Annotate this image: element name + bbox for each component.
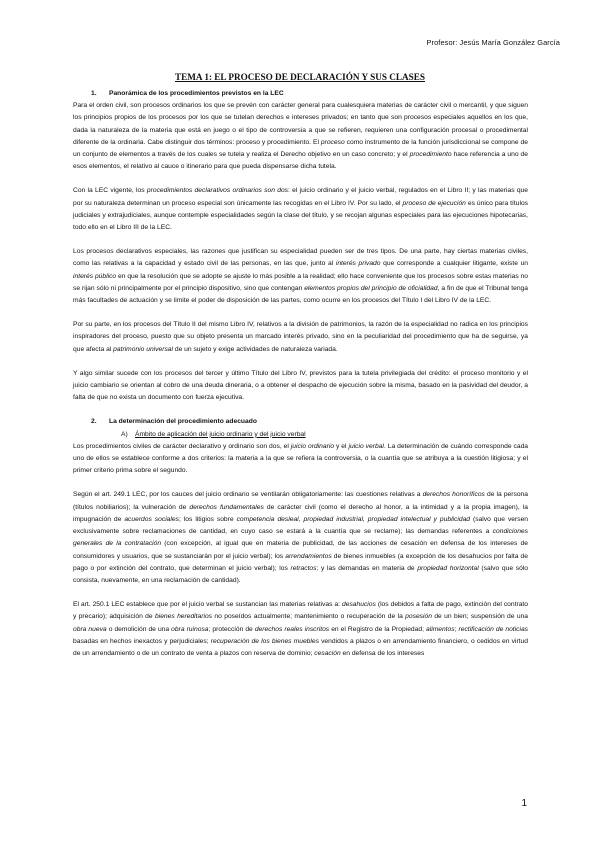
paragraph-7: Según el art. 249.1 LEC, por los cauces del juicio ordinario se ventilarán obligatoriamente: las cuestiones relativas a derechos honoríficos de la persona (títulos nobiliarios); la vulneración de derechos fundamentales de carácter civil (como el derecho al honor, a la intimidad y a la propia imagen), la impugnación de acuerdos sociales; los litigios sobre competencia desleal, propiedad industrial, propiedad intelectual y publicidad (salvo que versen exclusivamente sobre reclamaciones de cantidad, en cuyo caso se estará a la cuantía que se reclame); las demandas referentes a condiciones generales de la contratación (con excepción, al igual que en materia de publicidad, de las acciones de cesación en defensa de los intereses de consumidores y usuarios, que se sustanciarán por el juicio verbal); los arrendamientos de bienes inmuebles (a excepción de los desahucios por falta de pago o por extinción del contrato, que determinan el juicio verbal); los retractos; y las demandas en materia de propiedad horizontal (salvo que sólo consista, nuevamente, en una reclamación de cantidad). bbox=[73, 491, 529, 584]
subsection-letter: A) bbox=[121, 430, 128, 438]
subsection-heading-a bbox=[73, 429, 528, 441]
paragraph-3: Los procesos declarativos especiales, las razones que justifican su especialidad pueden ser de tres tipos. De una parte, hay ciertas materias civiles, como las relativas a la capacidad y estado civil de las personas, en las que, junto al interés privado que corresponde a cualquier litigante, existe un interés público en que la resolución que se adopte se ajuste lo más posible a la realidad; ello hace conveniente que los procesos sobre estas materias no se rijan sólo ni principalmente por el principio dispositivo, sino que contengan elementos propios del principio de oficialidad, a fin de que el Tribunal tenga más facultades de actuación y se limite el poder de disposición de las partes, como ocurre en los procesos del Título I del Libro IV de la LEC. bbox=[73, 248, 529, 305]
paragraph-4: Por su parte, en los procesos del Título II del mismo Libro IV, relativos a la división de patrimonios, la razón de la especialidad no radica en los principios inspiradores del proceso, puesto que su objeto presenta un marcado interés privado, sino en la peculiaridad del procedimiento que ha de seguirse, ya que afecta al patrimonio universal de un sujeto y exige actividades de naturaleza variada. bbox=[73, 321, 528, 353]
section-number: 1. bbox=[91, 90, 97, 97]
section-title: La determinación del procedimiento adecuado bbox=[109, 418, 257, 426]
section-number: 2. bbox=[91, 418, 97, 426]
subsection-title: Ámbito de aplicación del juicio ordinario y del juicio verbal bbox=[135, 430, 306, 438]
paragraph-6: Los procedimientos civiles de carácter declarativo y ordinario son dos, el juicio ordinario y el juicio verbal. La determinación de cuándo corresponde cada uno de ellos se establece conforme a dos criterios: la materia a la que se refiera la controversia, o la cuantía que se atribuya a la cuestión litigiosa; y el primer criterio prima sobre el segundo. bbox=[73, 442, 529, 475]
paragraph-5: Y algo similar sucede con los procesos del tercer y último Título del Libro IV, previstos para la tutela privilegiada del crédito: el proceso monitorio y el juicio cambiario se orientan al cobro de una deuda dineraria, o a obtener el despacho de ejecución sobre la misma, basado en la pasividad del deudor, a falta de que no exista un documento con fuerza ejecutiva. bbox=[73, 369, 528, 402]
document-body bbox=[73, 88, 528, 672]
paragraph-8: El art. 250.1 LEC establece que por el juicio verbal se sustancian las materias relativas a: desahucios (los debidos a falta de pago, extinción del contrato y precario); adquisición de bienes hereditarios no poseídos actualmente; mantenimiento o recuperación de la posesión de un bien; suspensión de una obra nueva o demolición de una obra ruinosa; protección de derechos reales inscritos en el Registro de la Propiedad; alimentos; rectificación de noticias basadas en hechos inexactos y perjudiciales; recuperación de los bienes muebles vendidos a plazos o en arrendamiento financiero, o cedidos en virtud de un arrendamiento o de un contrato de venta a plazos con reserva de dominio; cesación en defensa de los intereses bbox=[73, 601, 529, 657]
page-number: 1 bbox=[521, 798, 527, 809]
document-title: TEMA 1: EL PROCESO DE DECLARACIÓN Y SUS CLASES bbox=[175, 72, 425, 82]
section-title: Panorámica de los procedimientos previstos en la LEC bbox=[109, 90, 284, 97]
section-heading-2 bbox=[73, 416, 528, 428]
paragraph-1: Para el orden civil, son procesos ordinarios los que se prevén con carácter general para cualesquiera materias de carácter civil o mercantil, y que siguen los principios propios de los procesos por los que se tutelan derechos e intereses privados; en tanto que son procesos especiales aquellos en los que, dada la naturaleza de la materia que está en juego o el tipo de controversia a que se refieren, requieren una configuración procesal o procedimental diferente de la ordinaria. Cabe distinguir dos términos: proceso y procedimiento. El proceso como instrumento de la función jurisdiccional se compone de un conjunto de elementos a través de los cuales se tutela y realiza el Derecho objetivo en un caso concreto; y el procedimiento hace referencia a uno de esos elementos, el relativo al cauce o itinerario para que pueda dispensarse dicha tutela. bbox=[73, 102, 528, 171]
page-header: Profesor: Jesús María González García bbox=[426, 38, 560, 47]
section-heading-1 bbox=[73, 88, 528, 100]
paragraph-2: Con la LEC vigente, los procedimientos declarativos ordinarios son dos: el juicio ordinario y el juicio verbal, regulados en el Libro II; y las materias que por su naturaleza determinan un proceso especial son únicamente las recogidas en el Libro IV. Por su lado, el proceso de ejecución es único para títulos judiciales y extrajudiciales, aunque contemple especialidades según la clase del título, y se recojan algunas especiales para las ejecuciones hipotecarias, todo ello en el Libro III de la LEC. bbox=[73, 187, 529, 232]
